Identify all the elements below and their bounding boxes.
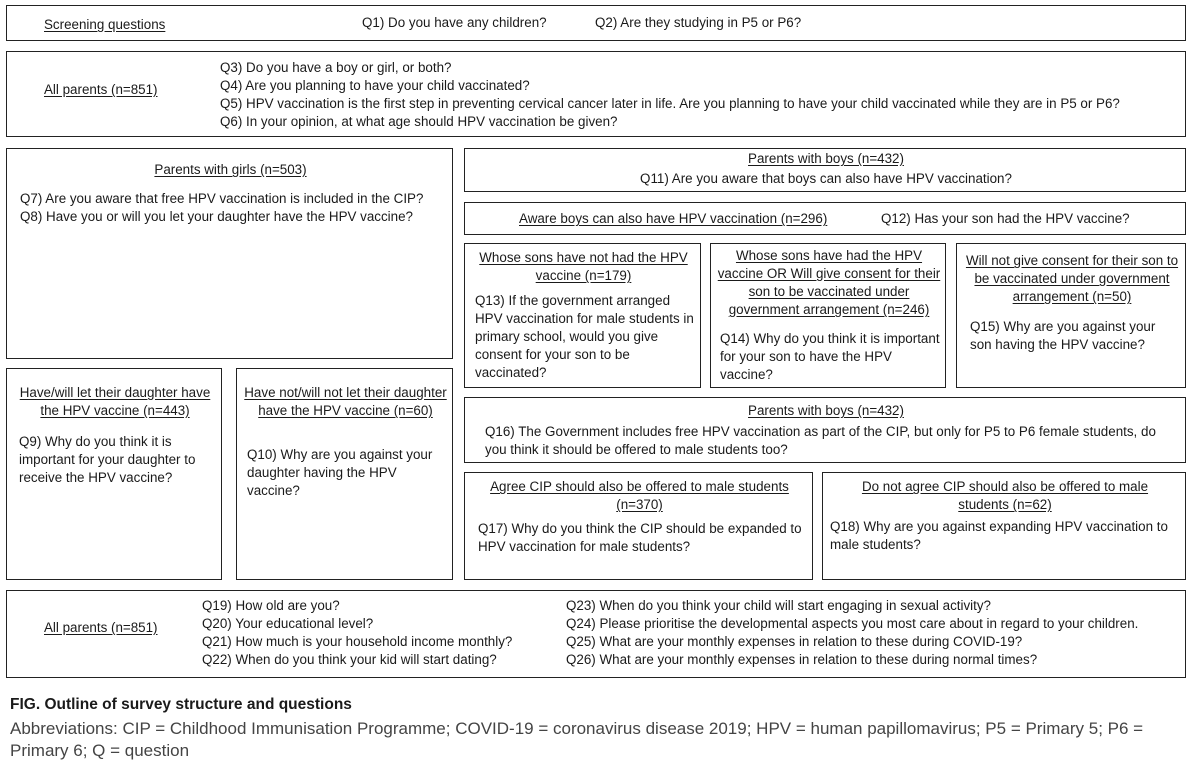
figure-title: FIG. Outline of survey structure and questions	[10, 696, 352, 713]
question-q6: Q6) In your opinion, at what age should HPV vaccination be given?	[220, 114, 618, 129]
girls-label: Parents with girls (n=503)	[154, 162, 307, 177]
boys-cip-label: Parents with boys (n=432)	[748, 403, 904, 418]
question-q11: Q11) Are you aware that boys can also have HPV vaccination?	[640, 171, 1012, 186]
aware-boys-box	[464, 202, 1186, 235]
question-q18: Q18) Why are you against expanding HPV vaccination to male students?	[830, 519, 1168, 552]
question-q21: Q21) How much is your household income monthly?	[202, 634, 513, 649]
sons-vaccinated-label: Whose sons have had the HPV vaccine OR Will give consent for their son to be vaccinated under government arrangement (n=246)	[717, 248, 941, 317]
question-q24: Q24) Please prioritise the developmental aspects you most care about in regard to your children.	[566, 616, 1139, 631]
screening-q1: Q1) Do you have any children?	[362, 15, 547, 30]
all-parents-bottom-box	[6, 590, 1186, 678]
question-q26: Q26) What are your monthly expenses in relation to these during normal times?	[566, 652, 1038, 667]
aware-boys-label: Aware boys can also have HPV vaccination (n=296)	[519, 211, 828, 226]
agree-cip-label: Agree CIP should also be offered to male students (n=370)	[490, 479, 789, 512]
sons-not-vaccinated-label: Whose sons have not had the HPV vaccine (n=179)	[479, 250, 688, 283]
disagree-cip-label: Do not agree CIP should also be offered to male students (n=62)	[861, 479, 1149, 512]
sons-no-consent-label: Will not give consent for their son to be vaccinated under government arrangement (n=50)	[965, 253, 1179, 304]
question-q12: Q12) Has your son had the HPV vaccine?	[881, 211, 1130, 226]
question-q8: Q8) Have you or will you let your daughter have the HPV vaccine?	[20, 209, 413, 224]
question-q4: Q4) Are you planning to have your child vaccinated?	[220, 78, 530, 93]
screening-label: Screening questions	[44, 17, 166, 32]
question-q13: Q13) If the government arranged HPV vaccination for male students in primary school, would you give consent for your son to be vaccinated?	[475, 293, 694, 380]
question-q9: Q9) Why do you think it is important for your daughter to receive the HPV vaccine?	[19, 434, 196, 485]
all-parents-bottom-label: All parents (n=851)	[44, 620, 158, 635]
daughter-not-vaccinated-label: Have not/will not let their daughter have the HPV vaccine (n=60)	[244, 385, 447, 418]
sons-not-vaccinated-box	[464, 243, 701, 388]
sons-vaccinated-box	[710, 243, 946, 388]
question-q23: Q23) When do you think your child will start engaging in sexual activity?	[566, 598, 991, 613]
boys-box	[464, 148, 1186, 192]
question-q14: Q14) Why do you think it is important for your son to have the HPV vaccine?	[720, 331, 940, 382]
question-q25: Q25) What are your monthly expenses in relation to these during COVID-19?	[566, 634, 1023, 649]
all-parents-top-label: All parents (n=851)	[44, 82, 158, 97]
all-parents-top-box	[6, 51, 1186, 137]
question-q20: Q20) Your educational level?	[202, 616, 374, 631]
figure-abbreviations: Abbreviations: CIP = Childhood Immunisation Programme; COVID-19 = coronavirus disease 2019; HPV = human papillomavirus; P5 = Primary 5; P6 = Primary 6; Q = question	[10, 719, 1144, 760]
disagree-cip-box	[822, 472, 1186, 580]
question-q19: Q19) How old are you?	[202, 598, 340, 613]
agree-cip-box	[464, 472, 813, 580]
daughter-vaccinated-label: Have/will let their daughter have the HPV vaccine (n=443)	[19, 385, 211, 418]
screening-box	[6, 5, 1186, 41]
question-q3: Q3) Do you have a boy or girl, or both?	[220, 60, 452, 75]
question-q15: Q15) Why are you against your son having the HPV vaccine?	[970, 319, 1156, 352]
daughter-not-vaccinated-box	[236, 368, 453, 580]
question-q10: Q10) Why are you against your daughter having the HPV vaccine?	[247, 447, 433, 498]
question-q5: Q5) HPV vaccination is the first step in preventing cervical cancer later in life. Are you planning to have your child vaccinated while they are in P5 or P6?	[220, 96, 1120, 111]
girls-box	[6, 148, 453, 359]
screening-q2: Q2) Are they studying in P5 or P6?	[595, 15, 802, 30]
question-q22: Q22) When do you think your kid will start dating?	[202, 652, 497, 667]
sons-no-consent-box	[956, 243, 1186, 388]
boys-cip-box	[464, 397, 1186, 463]
question-q17: Q17) Why do you think the CIP should be expanded to HPV vaccination for male students?	[478, 521, 802, 554]
question-q16: Q16) The Government includes free HPV vaccination as part of the CIP, but only for P5 to P6 female students, do you think it should be offered to male students too?	[485, 424, 1156, 457]
daughter-vaccinated-box	[6, 368, 222, 580]
question-q7: Q7) Are you aware that free HPV vaccination is included in the CIP?	[20, 191, 424, 206]
boys-label: Parents with boys (n=432)	[748, 151, 904, 166]
